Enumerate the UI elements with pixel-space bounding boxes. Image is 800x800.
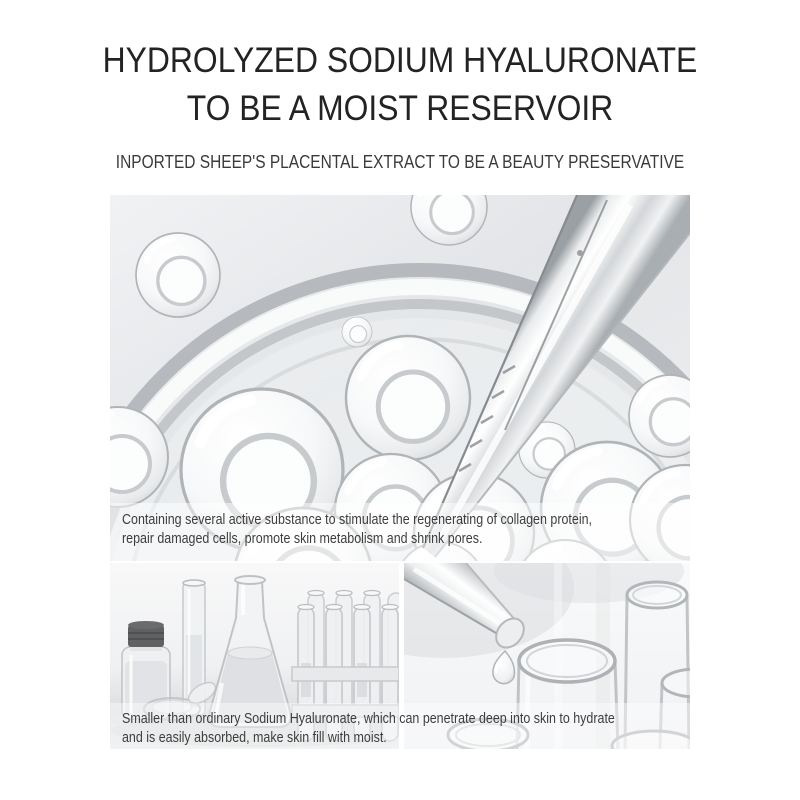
hero-caption <box>110 503 690 561</box>
petri-dish-photo <box>110 195 690 561</box>
hero-caption-line-2: repair damaged cells, promote skin metabolism and shrink pores. <box>122 530 483 547</box>
row-caption-line-2: and is easily absorbed, make skin fill with moist. <box>122 729 387 746</box>
header <box>0 0 800 174</box>
title-line-1: HYDROLYZED SODIUM HYALURONATE <box>102 41 698 80</box>
rack-top-bar <box>292 667 399 681</box>
title-line-2: TO BE A MOIST RESERVOIR <box>186 89 614 128</box>
page-title <box>0 37 800 133</box>
photo-row <box>110 563 690 749</box>
row-caption <box>110 703 690 749</box>
hero-caption-line-1: Containing several active substance to stimulate the regenerating of collagen protein, <box>122 512 592 528</box>
row-caption-line-1: Smaller than ordinary Sodium Hyaluronate, which can penetrate deep into skin to hydrate <box>122 711 615 727</box>
page-subtitle: INPORTED SHEEP'S PLACENTAL EXTRACT TO BE A BEAUTY PRESERVATIVE <box>115 152 685 172</box>
